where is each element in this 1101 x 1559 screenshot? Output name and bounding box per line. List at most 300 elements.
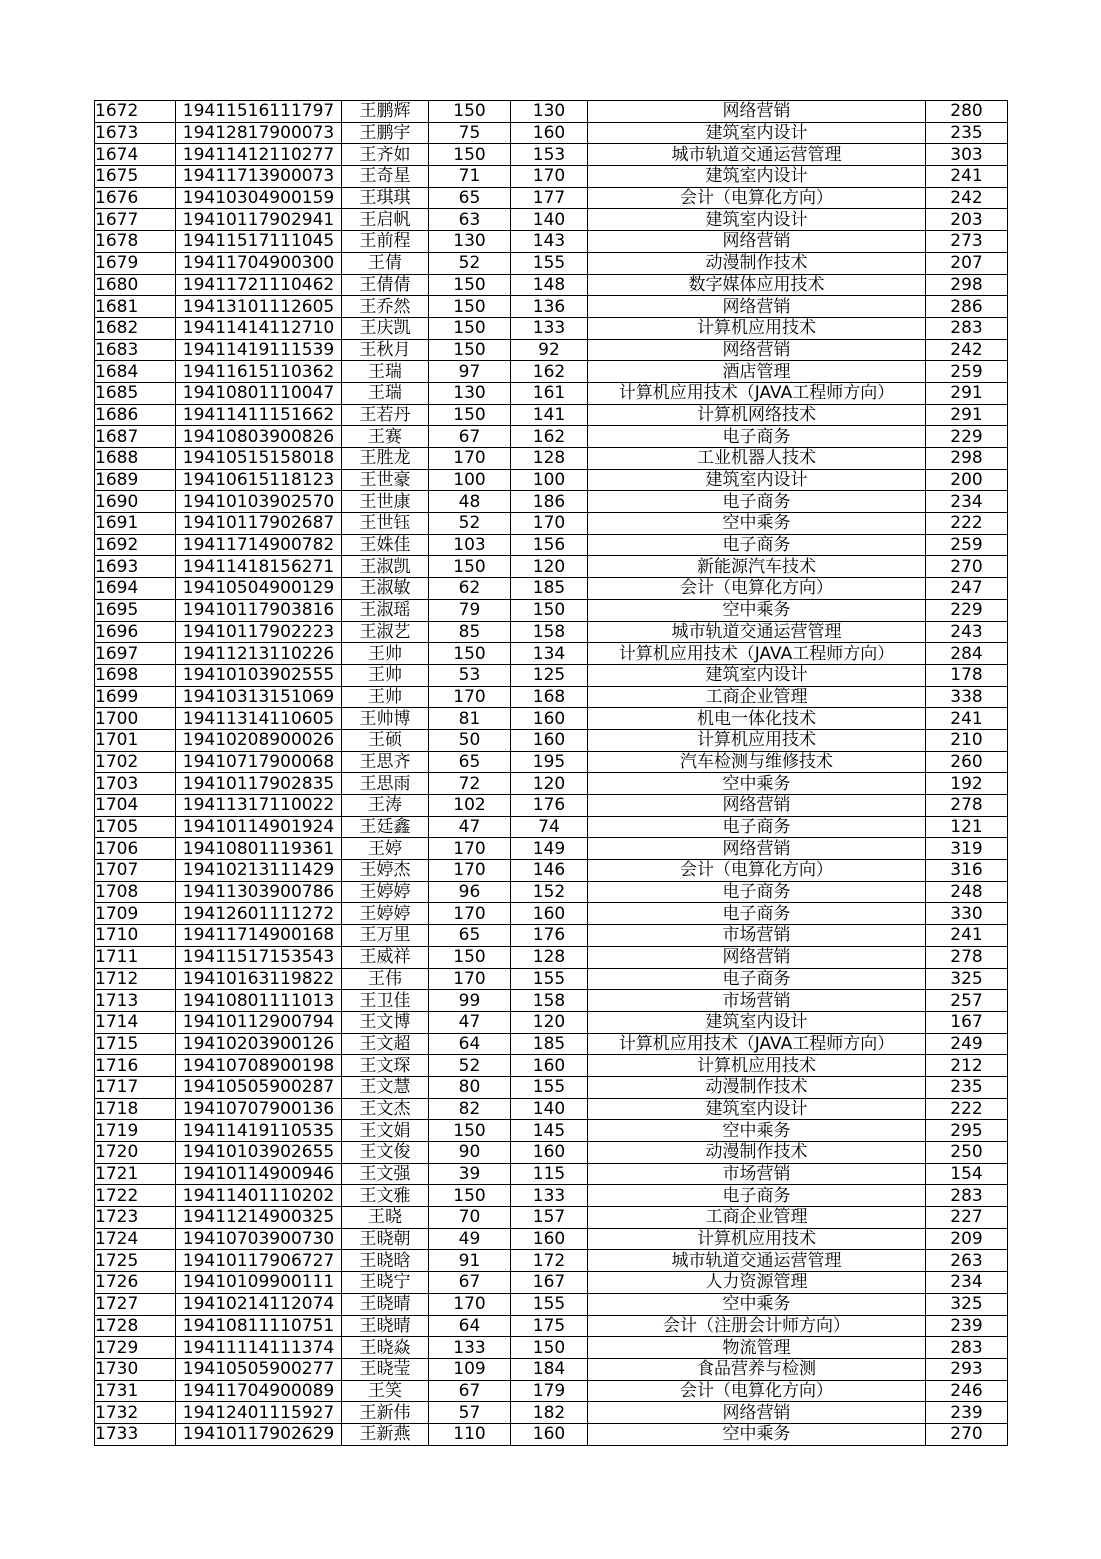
score2-cell: 155 <box>511 252 588 274</box>
seq-cell: 1676 <box>95 187 176 209</box>
table-row <box>95 1358 1008 1380</box>
seq-cell: 1696 <box>95 621 176 643</box>
seq-cell: 1718 <box>95 1098 176 1120</box>
exam-id-cell: 19410114901924 <box>176 816 342 838</box>
seq-cell: 1726 <box>95 1272 176 1294</box>
exam-id-cell: 19410504900129 <box>176 578 342 600</box>
table-row <box>95 296 1008 318</box>
name-cell: 王淑敏 <box>342 578 429 600</box>
total-cell: 257 <box>926 990 1008 1012</box>
score1-cell: 62 <box>429 578 511 600</box>
score1-cell: 109 <box>429 1358 511 1380</box>
seq-cell: 1703 <box>95 773 176 795</box>
exam-id-cell: 19410112900794 <box>176 1011 342 1033</box>
score2-cell: 184 <box>511 1358 588 1380</box>
major-cell: 酒店管理 <box>588 361 926 383</box>
score2-cell: 179 <box>511 1380 588 1402</box>
total-cell: 260 <box>926 751 1008 773</box>
seq-cell: 1692 <box>95 534 176 556</box>
exam-id-cell: 19411714900168 <box>176 925 342 947</box>
table-row <box>95 534 1008 556</box>
seq-cell: 1733 <box>95 1423 176 1445</box>
score2-cell: 115 <box>511 1163 588 1185</box>
name-cell: 王晓 <box>342 1207 429 1229</box>
score1-cell: 71 <box>429 166 511 188</box>
score1-cell: 75 <box>429 122 511 144</box>
score2-cell: 186 <box>511 491 588 513</box>
table-row <box>95 990 1008 1012</box>
exam-id-cell: 19411412110277 <box>176 144 342 166</box>
name-cell: 王帅博 <box>342 708 429 730</box>
exam-id-cell: 19410703900730 <box>176 1228 342 1250</box>
exam-id-cell: 19410117906727 <box>176 1250 342 1272</box>
major-cell: 电子商务 <box>588 881 926 903</box>
exam-id-cell: 19410304900159 <box>176 187 342 209</box>
score2-cell: 160 <box>511 1142 588 1164</box>
table-row <box>95 252 1008 274</box>
seq-cell: 1722 <box>95 1185 176 1207</box>
name-cell: 王帅 <box>342 643 429 665</box>
name-cell: 王世豪 <box>342 469 429 491</box>
name-cell: 王启帆 <box>342 209 429 231</box>
name-cell: 王秋月 <box>342 339 429 361</box>
table-row <box>95 491 1008 513</box>
score1-cell: 67 <box>429 1380 511 1402</box>
score2-cell: 160 <box>511 729 588 751</box>
major-cell: 网络营销 <box>588 296 926 318</box>
exam-id-cell: 19411517153543 <box>176 946 342 968</box>
exam-id-cell: 19410708900198 <box>176 1055 342 1077</box>
major-cell: 计算机应用技术（JAVA工程师方向） <box>588 382 926 404</box>
table-row <box>95 1293 1008 1315</box>
exam-id-cell: 19410313151069 <box>176 686 342 708</box>
name-cell: 王晓焱 <box>342 1337 429 1359</box>
seq-cell: 1709 <box>95 903 176 925</box>
name-cell: 王威祥 <box>342 946 429 968</box>
total-cell: 325 <box>926 968 1008 990</box>
exam-id-cell: 19410103902655 <box>176 1142 342 1164</box>
score1-cell: 170 <box>429 968 511 990</box>
score1-cell: 85 <box>429 621 511 643</box>
exam-id-cell: 19410163119822 <box>176 968 342 990</box>
total-cell: 325 <box>926 1293 1008 1315</box>
score1-cell: 52 <box>429 252 511 274</box>
score2-cell: 160 <box>511 122 588 144</box>
score2-cell: 176 <box>511 925 588 947</box>
name-cell: 王思雨 <box>342 773 429 795</box>
seq-cell: 1725 <box>95 1250 176 1272</box>
score1-cell: 64 <box>429 1033 511 1055</box>
name-cell: 王若丹 <box>342 404 429 426</box>
total-cell: 239 <box>926 1315 1008 1337</box>
major-cell: 建筑室内设计 <box>588 469 926 491</box>
seq-cell: 1681 <box>95 296 176 318</box>
score1-cell: 65 <box>429 925 511 947</box>
score2-cell: 153 <box>511 144 588 166</box>
seq-cell: 1727 <box>95 1293 176 1315</box>
table-row <box>95 166 1008 188</box>
major-cell: 会计（电算化方向） <box>588 1380 926 1402</box>
name-cell: 王世康 <box>342 491 429 513</box>
total-cell: 203 <box>926 209 1008 231</box>
score1-cell: 150 <box>429 144 511 166</box>
table-row <box>95 1423 1008 1445</box>
exam-id-cell: 19410515158018 <box>176 448 342 470</box>
major-cell: 空中乘务 <box>588 599 926 621</box>
score2-cell: 120 <box>511 1011 588 1033</box>
major-cell: 市场营销 <box>588 925 926 947</box>
exam-id-cell: 19411401110202 <box>176 1185 342 1207</box>
seq-cell: 1697 <box>95 643 176 665</box>
seq-cell: 1705 <box>95 816 176 838</box>
score1-cell: 81 <box>429 708 511 730</box>
major-cell: 工商企业管理 <box>588 686 926 708</box>
score2-cell: 170 <box>511 166 588 188</box>
seq-cell: 1687 <box>95 426 176 448</box>
major-cell: 新能源汽车技术 <box>588 556 926 578</box>
total-cell: 235 <box>926 1076 1008 1098</box>
score2-cell: 133 <box>511 1185 588 1207</box>
major-cell: 空中乘务 <box>588 1120 926 1142</box>
score1-cell: 150 <box>429 556 511 578</box>
exam-id-cell: 19412817900073 <box>176 122 342 144</box>
major-cell: 网络营销 <box>588 946 926 968</box>
exam-id-cell: 19411419111539 <box>176 339 342 361</box>
major-cell: 动漫制作技术 <box>588 1076 926 1098</box>
name-cell: 王新燕 <box>342 1423 429 1445</box>
major-cell: 会计（注册会计师方向） <box>588 1315 926 1337</box>
total-cell: 283 <box>926 1185 1008 1207</box>
major-cell: 电子商务 <box>588 1185 926 1207</box>
major-cell: 数字媒体应用技术 <box>588 274 926 296</box>
exam-id-cell: 19410707900136 <box>176 1098 342 1120</box>
seq-cell: 1720 <box>95 1142 176 1164</box>
table-body <box>95 101 1008 1446</box>
exam-id-cell: 19410801111013 <box>176 990 342 1012</box>
score1-cell: 170 <box>429 1293 511 1315</box>
major-cell: 空中乘务 <box>588 1423 926 1445</box>
name-cell: 王姝佳 <box>342 534 429 556</box>
name-cell: 王晓晴 <box>342 1315 429 1337</box>
total-cell: 192 <box>926 773 1008 795</box>
table-row <box>95 838 1008 860</box>
score1-cell: 96 <box>429 881 511 903</box>
seq-cell: 1719 <box>95 1120 176 1142</box>
total-cell: 241 <box>926 925 1008 947</box>
seq-cell: 1698 <box>95 664 176 686</box>
total-cell: 178 <box>926 664 1008 686</box>
name-cell: 王晓晗 <box>342 1250 429 1272</box>
name-cell: 王庆凯 <box>342 317 429 339</box>
score1-cell: 170 <box>429 860 511 882</box>
seq-cell: 1731 <box>95 1380 176 1402</box>
major-cell: 计算机应用技术（JAVA工程师方向） <box>588 1033 926 1055</box>
exam-id-cell: 19410208900026 <box>176 729 342 751</box>
major-cell: 工商企业管理 <box>588 1207 926 1229</box>
exam-id-cell: 19410214112074 <box>176 1293 342 1315</box>
score1-cell: 103 <box>429 534 511 556</box>
table-row <box>95 664 1008 686</box>
score1-cell: 47 <box>429 1011 511 1033</box>
major-cell: 物流管理 <box>588 1337 926 1359</box>
score1-cell: 65 <box>429 751 511 773</box>
major-cell: 建筑室内设计 <box>588 209 926 231</box>
major-cell: 网络营销 <box>588 339 926 361</box>
total-cell: 246 <box>926 1380 1008 1402</box>
table-row <box>95 361 1008 383</box>
total-cell: 338 <box>926 686 1008 708</box>
seq-cell: 1732 <box>95 1402 176 1424</box>
name-cell: 王文博 <box>342 1011 429 1033</box>
seq-cell: 1691 <box>95 513 176 535</box>
exam-id-cell: 19410505900287 <box>176 1076 342 1098</box>
exam-id-cell: 19411615110362 <box>176 361 342 383</box>
score2-cell: 155 <box>511 968 588 990</box>
major-cell: 城市轨道交通运营管理 <box>588 1250 926 1272</box>
seq-cell: 1712 <box>95 968 176 990</box>
name-cell: 王婷婷 <box>342 903 429 925</box>
score2-cell: 155 <box>511 1293 588 1315</box>
score1-cell: 64 <box>429 1315 511 1337</box>
score1-cell: 170 <box>429 686 511 708</box>
score1-cell: 150 <box>429 404 511 426</box>
total-cell: 222 <box>926 513 1008 535</box>
seq-cell: 1702 <box>95 751 176 773</box>
major-cell: 建筑室内设计 <box>588 1011 926 1033</box>
score1-cell: 67 <box>429 426 511 448</box>
exam-id-cell: 19410615118123 <box>176 469 342 491</box>
score2-cell: 100 <box>511 469 588 491</box>
score-table <box>94 100 1008 1446</box>
score1-cell: 170 <box>429 838 511 860</box>
seq-cell: 1695 <box>95 599 176 621</box>
score2-cell: 148 <box>511 274 588 296</box>
total-cell: 295 <box>926 1120 1008 1142</box>
total-cell: 121 <box>926 816 1008 838</box>
score1-cell: 39 <box>429 1163 511 1185</box>
total-cell: 330 <box>926 903 1008 925</box>
score2-cell: 120 <box>511 773 588 795</box>
total-cell: 278 <box>926 946 1008 968</box>
major-cell: 电子商务 <box>588 426 926 448</box>
score2-cell: 140 <box>511 1098 588 1120</box>
seq-cell: 1675 <box>95 166 176 188</box>
name-cell: 王文杰 <box>342 1098 429 1120</box>
exam-id-cell: 19410213111429 <box>176 860 342 882</box>
major-cell: 会计（电算化方向） <box>588 187 926 209</box>
total-cell: 250 <box>926 1142 1008 1164</box>
name-cell: 王硕 <box>342 729 429 751</box>
name-cell: 王瑞 <box>342 382 429 404</box>
major-cell: 计算机应用技术 <box>588 729 926 751</box>
name-cell: 王文雅 <box>342 1185 429 1207</box>
table-row <box>95 1076 1008 1098</box>
score2-cell: 149 <box>511 838 588 860</box>
score1-cell: 150 <box>429 946 511 968</box>
table-row <box>95 209 1008 231</box>
total-cell: 167 <box>926 1011 1008 1033</box>
total-cell: 229 <box>926 599 1008 621</box>
total-cell: 284 <box>926 643 1008 665</box>
name-cell: 王新伟 <box>342 1402 429 1424</box>
table-row <box>95 729 1008 751</box>
name-cell: 王文娟 <box>342 1120 429 1142</box>
name-cell: 王晓宁 <box>342 1272 429 1294</box>
total-cell: 319 <box>926 838 1008 860</box>
exam-id-cell: 19411714900782 <box>176 534 342 556</box>
table-row <box>95 578 1008 600</box>
score1-cell: 150 <box>429 339 511 361</box>
name-cell: 王廷鑫 <box>342 816 429 838</box>
name-cell: 王万里 <box>342 925 429 947</box>
total-cell: 270 <box>926 1423 1008 1445</box>
score1-cell: 150 <box>429 101 511 123</box>
score2-cell: 155 <box>511 1076 588 1098</box>
name-cell: 王胜龙 <box>342 448 429 470</box>
seq-cell: 1694 <box>95 578 176 600</box>
table-row <box>95 925 1008 947</box>
exam-id-cell: 19410103902570 <box>176 491 342 513</box>
major-cell: 动漫制作技术 <box>588 1142 926 1164</box>
major-cell: 动漫制作技术 <box>588 252 926 274</box>
seq-cell: 1707 <box>95 860 176 882</box>
seq-cell: 1679 <box>95 252 176 274</box>
total-cell: 247 <box>926 578 1008 600</box>
table-row <box>95 274 1008 296</box>
table-row <box>95 1163 1008 1185</box>
exam-id-cell: 19411114111374 <box>176 1337 342 1359</box>
total-cell: 286 <box>926 296 1008 318</box>
table-row <box>95 1250 1008 1272</box>
table-row <box>95 599 1008 621</box>
score2-cell: 160 <box>511 1055 588 1077</box>
name-cell: 王赛 <box>342 426 429 448</box>
table-row <box>95 426 1008 448</box>
total-cell: 248 <box>926 881 1008 903</box>
score2-cell: 170 <box>511 513 588 535</box>
table-row <box>95 816 1008 838</box>
major-cell: 建筑室内设计 <box>588 1098 926 1120</box>
score1-cell: 91 <box>429 1250 511 1272</box>
score1-cell: 150 <box>429 643 511 665</box>
name-cell: 王世钰 <box>342 513 429 535</box>
major-cell: 网络营销 <box>588 231 926 253</box>
score2-cell: 156 <box>511 534 588 556</box>
score1-cell: 72 <box>429 773 511 795</box>
name-cell: 王伟 <box>342 968 429 990</box>
exam-id-cell: 19411704900300 <box>176 252 342 274</box>
table-row <box>95 513 1008 535</box>
total-cell: 249 <box>926 1033 1008 1055</box>
seq-cell: 1678 <box>95 231 176 253</box>
total-cell: 234 <box>926 491 1008 513</box>
total-cell: 200 <box>926 469 1008 491</box>
major-cell: 会计（电算化方向） <box>588 578 926 600</box>
seq-cell: 1674 <box>95 144 176 166</box>
table-row <box>95 144 1008 166</box>
score2-cell: 74 <box>511 816 588 838</box>
total-cell: 229 <box>926 426 1008 448</box>
table-row <box>95 1207 1008 1229</box>
total-cell: 259 <box>926 534 1008 556</box>
total-cell: 242 <box>926 339 1008 361</box>
name-cell: 王文慧 <box>342 1076 429 1098</box>
score1-cell: 150 <box>429 296 511 318</box>
score1-cell: 79 <box>429 599 511 621</box>
exam-id-cell: 19411516111797 <box>176 101 342 123</box>
total-cell: 227 <box>926 1207 1008 1229</box>
table-row <box>95 1272 1008 1294</box>
exam-id-cell: 19410103902555 <box>176 664 342 686</box>
score2-cell: 175 <box>511 1315 588 1337</box>
score2-cell: 136 <box>511 296 588 318</box>
seq-cell: 1714 <box>95 1011 176 1033</box>
table-row <box>95 881 1008 903</box>
table-row <box>95 751 1008 773</box>
name-cell: 王婷婷 <box>342 881 429 903</box>
exam-id-cell: 19411713900073 <box>176 166 342 188</box>
score2-cell: 143 <box>511 231 588 253</box>
score1-cell: 53 <box>429 664 511 686</box>
total-cell: 316 <box>926 860 1008 882</box>
seq-cell: 1717 <box>95 1076 176 1098</box>
seq-cell: 1683 <box>95 339 176 361</box>
score2-cell: 130 <box>511 101 588 123</box>
exam-id-cell: 19411303900786 <box>176 881 342 903</box>
name-cell: 王前程 <box>342 231 429 253</box>
seq-cell: 1672 <box>95 101 176 123</box>
major-cell: 汽车检测与维修技术 <box>588 751 926 773</box>
table-row <box>95 469 1008 491</box>
total-cell: 263 <box>926 1250 1008 1272</box>
exam-id-cell: 19410717900068 <box>176 751 342 773</box>
exam-id-cell: 19410117902835 <box>176 773 342 795</box>
table-row <box>95 187 1008 209</box>
total-cell: 241 <box>926 166 1008 188</box>
seq-cell: 1711 <box>95 946 176 968</box>
score1-cell: 50 <box>429 729 511 751</box>
score2-cell: 160 <box>511 708 588 730</box>
table-row <box>95 1228 1008 1250</box>
score1-cell: 65 <box>429 187 511 209</box>
name-cell: 王倩倩 <box>342 274 429 296</box>
name-cell: 王帅 <box>342 686 429 708</box>
score1-cell: 52 <box>429 513 511 535</box>
table-row <box>95 1098 1008 1120</box>
name-cell: 王瑞 <box>342 361 429 383</box>
major-cell: 电子商务 <box>588 968 926 990</box>
table-row <box>95 773 1008 795</box>
score2-cell: 134 <box>511 643 588 665</box>
total-cell: 303 <box>926 144 1008 166</box>
total-cell: 210 <box>926 729 1008 751</box>
exam-id-cell: 19411213110226 <box>176 643 342 665</box>
score2-cell: 172 <box>511 1250 588 1272</box>
score1-cell: 133 <box>429 1337 511 1359</box>
score2-cell: 152 <box>511 881 588 903</box>
name-cell: 王淑凯 <box>342 556 429 578</box>
score2-cell: 161 <box>511 382 588 404</box>
table-row <box>95 1055 1008 1077</box>
major-cell: 空中乘务 <box>588 773 926 795</box>
table-row <box>95 621 1008 643</box>
major-cell: 城市轨道交通运营管理 <box>588 144 926 166</box>
score2-cell: 162 <box>511 426 588 448</box>
total-cell: 280 <box>926 101 1008 123</box>
score2-cell: 185 <box>511 1033 588 1055</box>
table-row <box>95 101 1008 123</box>
major-cell: 机电一体化技术 <box>588 708 926 730</box>
